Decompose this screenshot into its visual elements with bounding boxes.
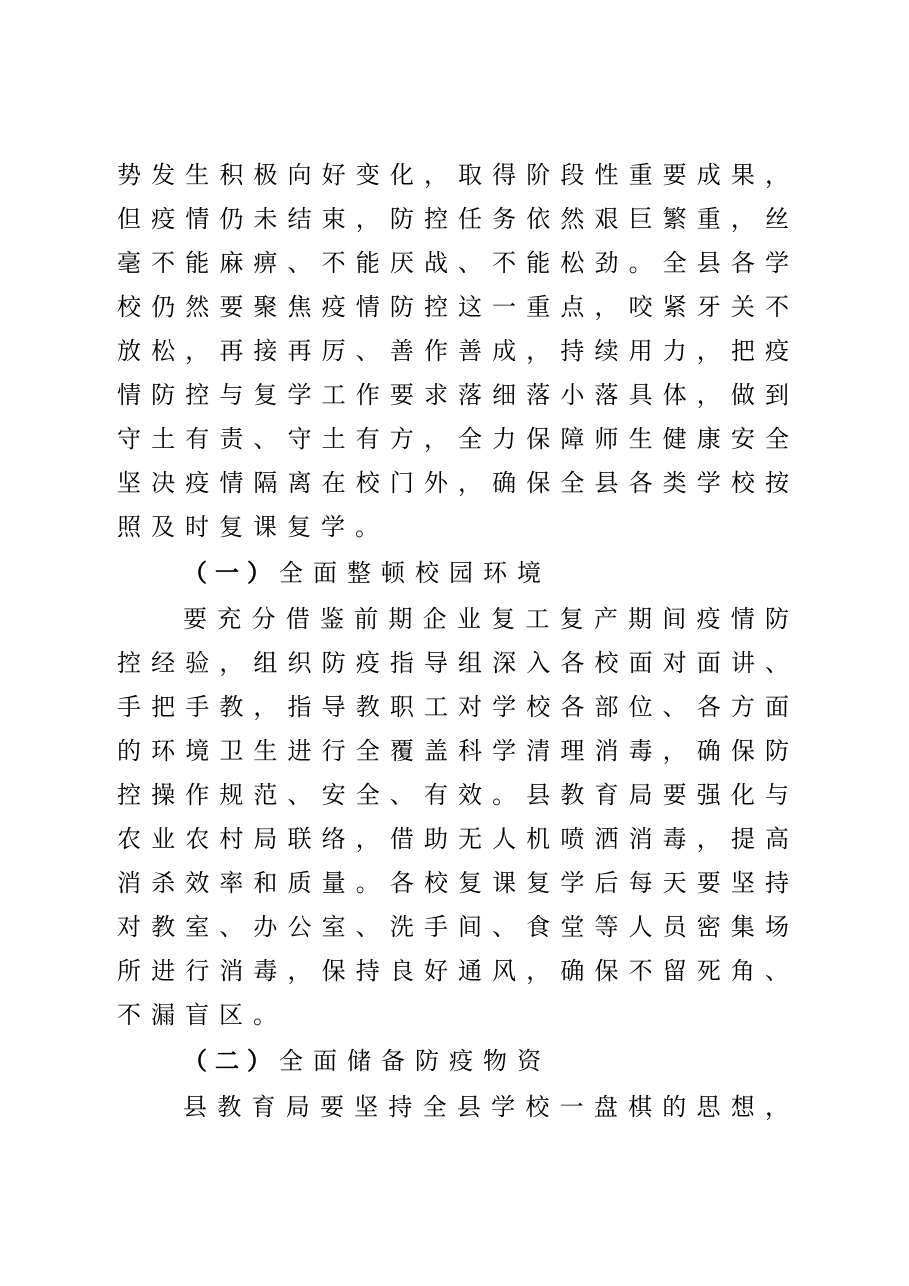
paragraph-line: 放松，再接再厉、善作善成，持续用力，把疫 xyxy=(117,337,789,365)
paragraph-line: 农业农村局联络，借助无人机喷洒消毒，提高 xyxy=(117,825,789,853)
paragraph-line: 坚决疫情隔离在校门外，确保全县各类学校按 xyxy=(117,469,789,497)
paragraph-line: 的环境卫生进行全覆盖科学清理消毒，确保防 xyxy=(117,737,789,765)
paragraph-line: 但疫情仍未结束，防控任务依然艰巨繁重，丝 xyxy=(117,205,789,233)
paragraph-line: 县教育局要坚持全县学校一盘棋的思想， xyxy=(183,1093,789,1121)
paragraph-line: 毫不能麻痹、不能厌战、不能松劲。全县各学 xyxy=(117,249,789,277)
paragraph-line: 控经验，组织防疫指导组深入各校面对面讲、 xyxy=(117,649,789,677)
paragraph-line: 要充分借鉴前期企业复工复产期间疫情防 xyxy=(183,605,789,633)
section-number: （二） xyxy=(183,1047,279,1075)
section-heading xyxy=(183,1041,551,1081)
paragraph-line: 情防控与复学工作要求落细落小落具体，做到 xyxy=(117,381,789,409)
paragraph-line: 对教室、办公室、洗手间、食堂等人员密集场 xyxy=(117,913,789,941)
paragraph-line: 校仍然要聚焦疫情防控这一重点，咬紧牙关不 xyxy=(117,293,789,321)
paragraph-line: 照及时复课复学。 xyxy=(117,513,389,541)
paragraph-line: 势发生积极向好变化，取得阶段性重要成果， xyxy=(117,161,789,189)
section-title: 全面整顿校园环境 xyxy=(279,559,551,587)
section-heading xyxy=(183,553,551,593)
paragraph-line: 消杀效率和质量。各校复课复学后每天要坚持 xyxy=(117,869,789,897)
section-number: （一） xyxy=(183,559,279,587)
paragraph-line: 控操作规范、安全、有效。县教育局要强化与 xyxy=(117,781,789,809)
paragraph-line: 守土有责、守土有方，全力保障师生健康安全 xyxy=(117,425,789,453)
paragraph-line: 不漏盲区。 xyxy=(117,1001,287,1029)
section-title: 全面储备防疫物资 xyxy=(279,1047,551,1075)
paragraph-line: 所进行消毒，保持良好通风，确保不留死角、 xyxy=(117,957,789,985)
paragraph-line: 手把手教，指导教职工对学校各部位、各方面 xyxy=(117,693,789,721)
